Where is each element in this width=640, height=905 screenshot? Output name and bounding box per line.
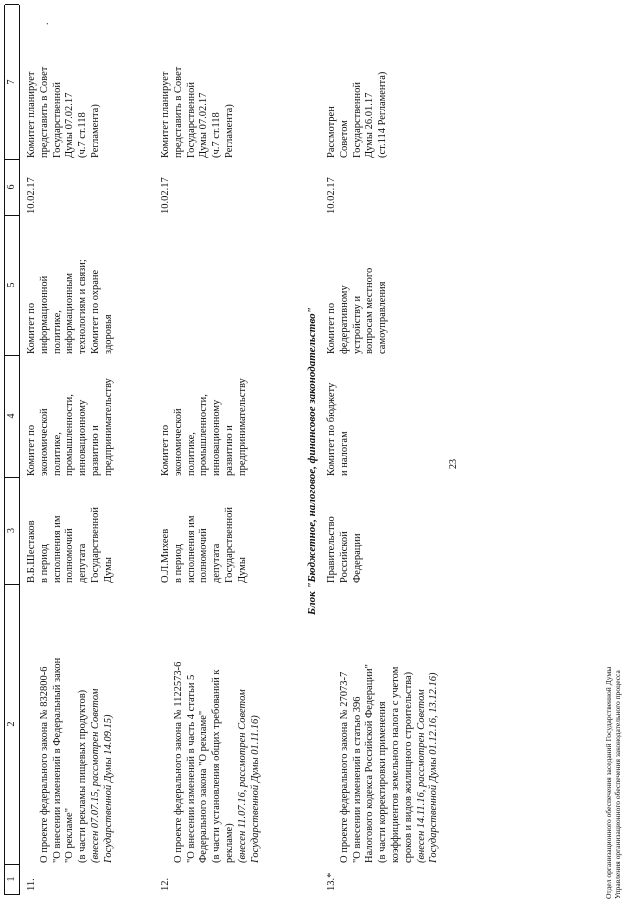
bill-status: Комитет планирует представить в Совет Государственной Думы 07.02.17 (ч.7 ст.118 Регламента) (26, 66, 101, 158)
responsible-committee: Комитет по экономической политике, промышленности, инновационному развитию и предпринимательству (26, 378, 114, 476)
co-executor-committee: Комитет по федеративному устройству и вопросам местного самоуправления (326, 267, 389, 354)
bill-note: (внесен 11.07.16, рассмотрен Советом Государственной Думы 01.11.16) (236, 689, 261, 863)
deadline-date: 10.02.17 (160, 177, 171, 214)
footer-line: Управления организационного обеспечения законодательного процесса (613, 670, 622, 899)
row-number: 13.* (326, 872, 337, 891)
footer (604, 667, 622, 899)
bill-author: Правительство Российской Федерации (326, 516, 363, 583)
bill-note: (внесен 07.07.15, рассмотрен Советом Государственной Думы 14.09.15) (89, 688, 114, 863)
footer-line: Отдел организационного обеспечения заседаний Государственной Думы (604, 666, 613, 899)
bill-title: О проекте федерального закона № 1122573-6 "О внесении изменений в часть 4 статьи 5 Федерального закона "О рекламе" (в части установления общих требований к рекламе) (172, 661, 235, 863)
bill-status: Комитет планирует представить в Совет Государственной Думы 07.02.17 (ч.7 ст.118 Регламента) (160, 66, 235, 158)
bill-description (326, 583, 454, 863)
co-executor-committee: Комитет по информационной политике, информационным технологиям и связи; Комитет по охране здоровья (26, 259, 114, 354)
responsible-committee: Комитет по бюджету и налогам (326, 382, 350, 476)
deadline-date: 10.02.17 (26, 177, 37, 214)
deadline-date: 10.02.17 (326, 177, 337, 214)
bill-title: О проекте федерального закона № 832800-6 "О внесении изменений в Федеральный закон "О рекламе" (в части рекламы пищевых продуктов) (38, 657, 89, 863)
bill-author: О.Л.Михеев в период исполнения им полномочий депутата Государственной Думы (160, 507, 248, 583)
scan-dot: . (40, 22, 51, 25)
bill-description (26, 583, 128, 863)
header-col-2: 2 (5, 584, 19, 865)
header-col-1: 1 (5, 864, 19, 895)
page-number: 23 (448, 459, 459, 469)
bill-status: Рассмотрен Советом Государственной Думы 26.01.17 (ст.114 Регламента) (326, 71, 389, 158)
bill-note: (внесен 14.11.16, рассмотрен Советом Государственной Думы 01.12.16, 13.12.16) (415, 672, 440, 863)
bill-title: О проекте федерального закона № 27073-7 "О внесении изменений в статью 396 Налогового кодекса Российской Федерации" (в части корректировки применения коэффициентов земельного налога с учетом сроков и видов жилищного строительства) (338, 664, 414, 863)
bill-author: В.Б.Шестаков в период исполнения им полномочий депутата Государственной Думы (26, 507, 114, 583)
bill-description (160, 583, 275, 863)
row-number: 12. (160, 877, 171, 891)
header-col-4: 4 (5, 355, 19, 478)
responsible-committee: Комитет по экономической политике, промышленности, инновационному развитию и предпринимательству (160, 378, 248, 476)
table-header (4, 5, 20, 895)
header-col-5: 5 (5, 215, 19, 356)
header-col-6: 6 (5, 159, 19, 216)
header-col-7: 7 (5, 4, 19, 160)
block-title: Блок "Бюджетное, налоговое, финансовое законодательство" (306, 307, 318, 615)
row-number: 11. (26, 878, 37, 891)
header-col-3: 3 (5, 477, 19, 585)
